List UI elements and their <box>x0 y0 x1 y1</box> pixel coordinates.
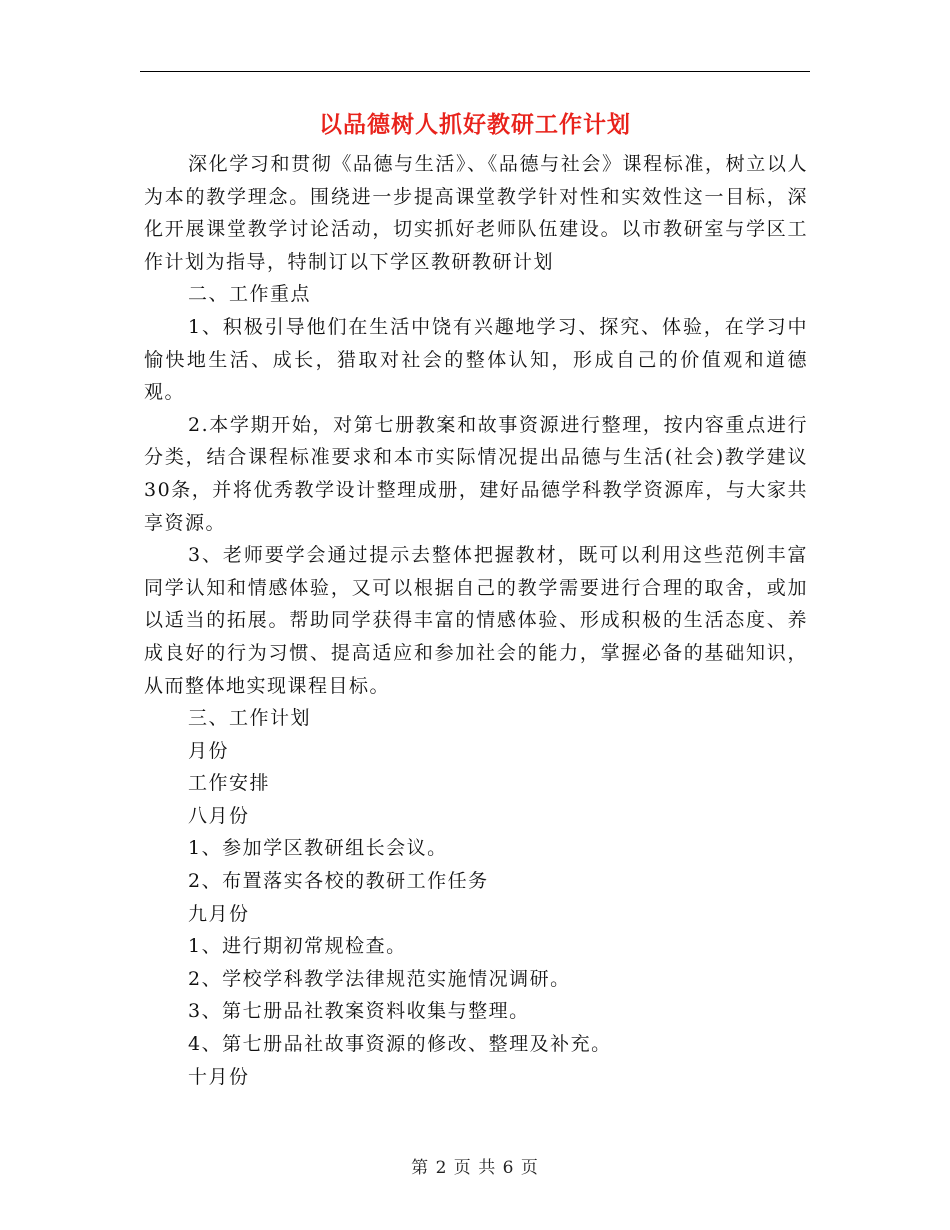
september-item-4: 4、第七册品社故事资源的修改、整理及补充。 <box>188 1033 612 1056</box>
plan-header-work: 工作安排 <box>188 772 271 795</box>
section-heading-focus: 二、工作重点 <box>188 283 312 306</box>
section-heading-plan: 三、工作计划 <box>188 707 312 730</box>
september-item-1: 1、进行期初常规检查。 <box>188 935 407 958</box>
header-rule <box>140 71 810 72</box>
focus-point-1: 1、积极引导他们在生活中饶有兴趣地学习、探究、体验，在学习中愉快地生活、成长，猎取对社会的整体认知，形成自己的价值观和道德观。 <box>144 315 808 404</box>
month-october: 十月份 <box>188 1065 250 1088</box>
september-item-3: 3、第七册品社教案资料收集与整理。 <box>188 1000 530 1023</box>
document-body <box>144 148 808 1093</box>
focus-point-3: 3、老师要学会通过提示去整体把握教材，既可以利用这些范例丰富同学认知和情感体验，又可以根据自己的教学需要进行合理的取舍，或加以适当的拓展。帮助同学获得丰富的情感体验、形成积极的生活态度、养成良好的行为习惯、提高适应和参加社会的能力，掌握必备的基础知识，从而整体地实现课程目标。 <box>144 544 808 697</box>
august-item-1: 1、参加学区教研组长会议。 <box>188 837 448 860</box>
document-title: 以品德树人抓好教研工作计划 <box>319 112 631 138</box>
intro-paragraph: 深化学习和贯彻《品德与生活》、《品德与社会》课程标准，树立以人为本的教学理念。围绕进一步提高课堂教学针对性和实效性这一目标，深化开展课堂教学讨论活动，切实抓好老师队伍建设。以市教研室与学区工作计划为指导，特制订以下学区教研教研计划 <box>144 153 808 273</box>
september-item-2: 2、学校学科教学法律规范实施情况调研。 <box>188 967 571 990</box>
month-august: 八月份 <box>188 804 250 827</box>
page-number: 第 2 页 共 6 页 <box>411 1158 539 1178</box>
plan-header-month: 月份 <box>188 739 230 762</box>
month-september: 九月份 <box>188 902 250 925</box>
august-item-2: 2、布置落实各校的教研工作任务 <box>188 870 489 893</box>
focus-point-2: 2.本学期开始，对第七册教案和故事资源进行整理，按内容重点进行分类，结合课程标准要求和本市实际情况提出品德与生活(社会)教学建议30条，并将优秀教学设计整理成册，建好品德学科教学资源库，与大家共享资源。 <box>144 413 808 534</box>
